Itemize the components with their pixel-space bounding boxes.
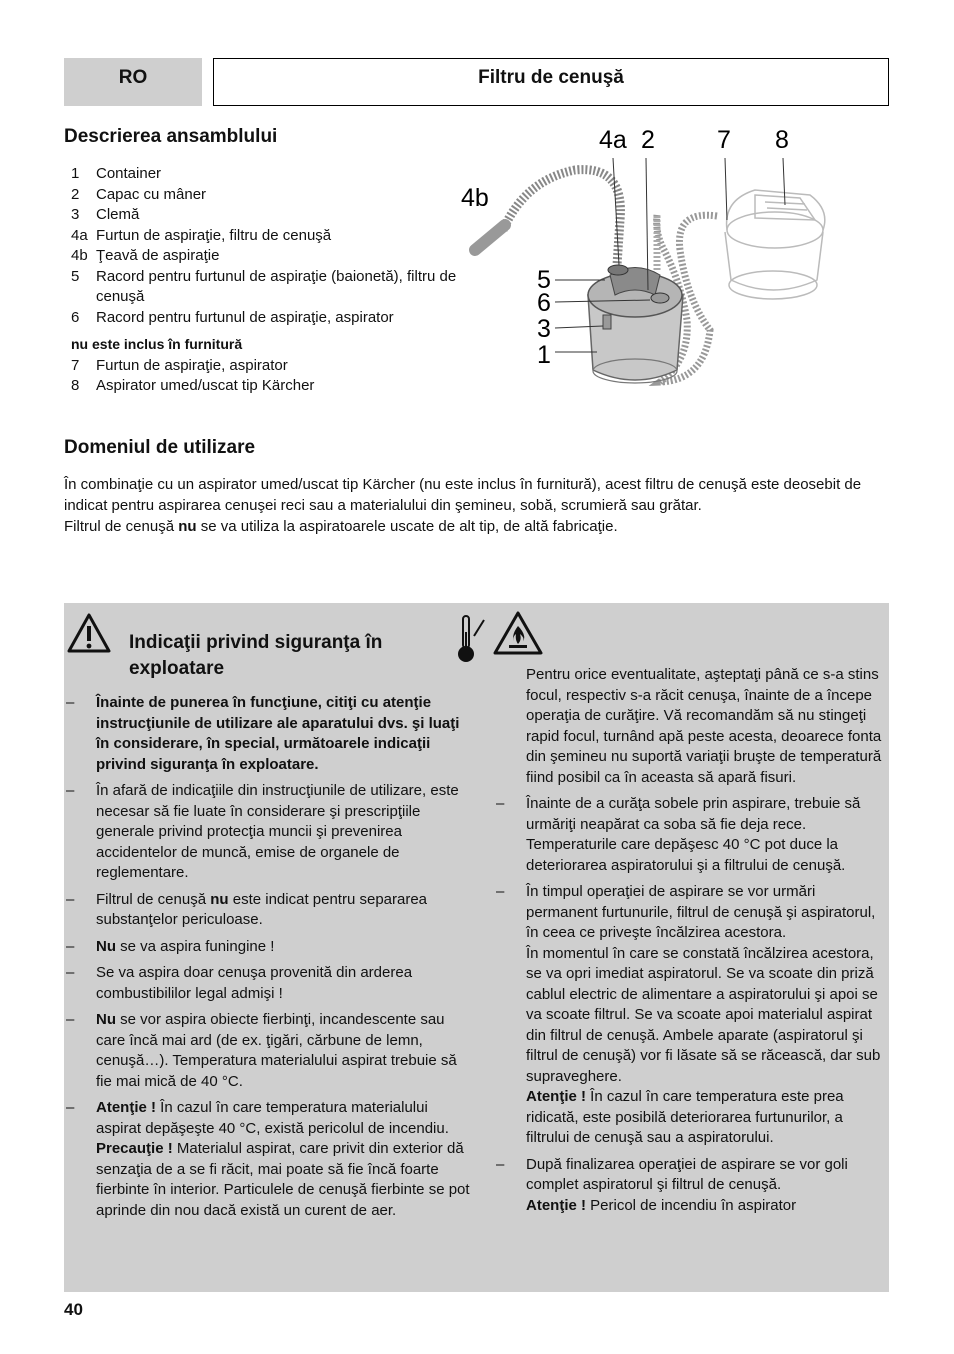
callout-7: 7 xyxy=(717,126,731,154)
list-item: 1 Container xyxy=(71,165,162,182)
list-item: 3 Clemă xyxy=(71,206,140,223)
callout-5: 5 xyxy=(537,266,551,294)
fire-hazard-icon xyxy=(492,610,544,656)
suction-pipe-drawing xyxy=(475,225,505,250)
list-item: 8 Aspirator umed/uscat tip Kärcher xyxy=(71,377,315,394)
assembly-heading: Descrierea ansamblului xyxy=(64,126,278,147)
list-item: 6 Racord pentru furtunul de aspiraţie, aspirator xyxy=(71,308,394,326)
list-item: 4a Furtun de aspiraţie, filtru de cenuşă xyxy=(71,226,332,244)
list-item: 7 Furtun de aspiraţie, aspirator xyxy=(71,356,288,374)
callout-2: 2 xyxy=(641,126,655,154)
usage-paragraph: În combinaţie cu un aspirator umed/uscat tip Kärcher (nu este inclus în furnitură), acest filtru de cenuşă este deosebit de indicat pentru aspirarea cenuşei reci sau a materialului din şemineu, sobă, scrumieră sau grătar. xyxy=(64,476,862,514)
page-number: 40 xyxy=(64,1300,83,1319)
list-item: – În timpul operaţiei de aspirare se vor urmări permanent furtunurile, filtrul de cenuşă şi aspiratorul, în ceea ce priveşte încălzirea acestora. În momentul în care se constată încălzirea acestora, se va opri imediat aspiratorul. Se va scoate din priză cablul electric de alimentare a aspiratorului şi apoi se va scoate filtrul. Se va scoate apoi materialul aspirat din filtrul de cenuşă. Ambele aparate (aspiratorul şi filtrul de cenuşă) vor fi lăsate să se răcească, dar sub supraveghere. Atenţie ! În cazul în care temperatura este prea ridicată, este posibilă deteriorarea furtunurilor, a filtrului de cenuşă sau a aspiratorului. xyxy=(496,883,881,1146)
safety-heading: Indicaţii privind siguranţa în exploatare xyxy=(129,632,383,679)
safety-right-column xyxy=(494,665,890,1222)
callout-3: 3 xyxy=(537,315,551,343)
temperature-icon xyxy=(448,612,488,664)
list-item: – Nu se vor aspira obiecte fierbinţi, incandescente sau care încă mai ard (de ex. ţigări, cărbune de lemn, cenuşă…). Temperatura materialului aspirat trebuie să fie mai mică de 40 °C. xyxy=(66,1011,457,1090)
ash-container-drawing xyxy=(588,265,683,383)
callout-4a: 4a xyxy=(599,126,627,154)
callout-6: 6 xyxy=(537,289,551,317)
page-title: Filtru de cenuşă xyxy=(478,67,624,88)
list-item: – Înainte de punerea în funcţiune, citiţi cu atenţie instrucţiunile de utilizare ale aparatului dvs. şi luaţi în considerare, în special, următoarele indicaţii privind siguranţa în exploatare. xyxy=(66,694,460,773)
list-item: – Înainte de a curăţa sobele prin aspirare, trebuie să urmăriţi neapărat ca soba să fie deja rece. Temperaturile care depăşesc 40 °C pot duce la deteriorarea aspiratorului şi a filtrului de cenuşă. xyxy=(496,795,861,874)
precaution-paragraph: Pentru orice eventualitate, aşteptaţi până ce s-a stins focul, respectiv s-a răcit cenuşa, înainte de a începe operaţia de curăţire. Vă recomandăm să nu stingeţi rapid focul, turnând apă peste acesta, deoarece fonta din şemineu nu suportă variaţii bruşte de temperatură fiind posibil ca în aceasta să apară fisuri. xyxy=(526,666,882,786)
list-item: – Se va aspira doar cenuşa provenită din arderea combustibililor legal admişi ! xyxy=(66,964,413,1002)
warning-triangle-icon xyxy=(66,612,112,654)
safety-left-column xyxy=(64,693,476,1227)
list-item: – După finalizarea operaţiei de aspirare se vor goli complet aspiratorul şi filtrul de cenuşă. Atenţie ! Pericol de incendiu în aspirator xyxy=(496,1155,848,1214)
parts-list xyxy=(64,164,464,397)
list-item: 2 Capac cu mâner xyxy=(71,185,207,203)
list-item: 5 Racord pentru furtunul de aspiraţie (baionetă), filtru de cenuşă xyxy=(71,267,457,305)
list-item: – Nu se va aspira funingine ! xyxy=(66,937,275,955)
callout-4b: 4b xyxy=(461,184,489,212)
list-item: – Atenţie ! În cazul în care temperatura materialului aspirat depăşeşte 40 °C, există pericolul de incendiu. Precauţie ! Materialul aspirat, care privit din exterior dă senzaţia de a se fi răcit, mai poate să fie încă foarte fierbinte în interior. Particulele de cenuşă fierbinte se pot aprinde din nou dacă există un curent de aer. xyxy=(66,1099,470,1219)
vacuum-cleaner-drawing xyxy=(725,190,825,299)
title-box xyxy=(213,58,889,106)
language-code: RO xyxy=(118,67,148,88)
usage-paragraph-2: Filtrul de cenuşă nu se va utiliza la aspiratoarele uscate de alt tip, de altă fabricaţie. xyxy=(64,518,618,535)
language-tab xyxy=(64,58,202,106)
list-item: – În afară de indicaţiile din instrucţiunile de utilizare, este necesar să fie luate în considerare şi prescripţiile generale privind protecţia muncii şi prevenirea accidentelor de muncă, emise de organele de reglementare. xyxy=(66,782,459,881)
suction-hose-drawing xyxy=(503,170,620,265)
callout-1: 1 xyxy=(537,341,551,369)
ash-filter-illustration xyxy=(455,120,895,410)
callout-8: 8 xyxy=(775,126,789,154)
usage-heading: Domeniul de utilizare xyxy=(64,437,256,458)
list-item: 4b Ţeavă de aspiraţie xyxy=(71,247,220,264)
not-included-label: nu este inclus în furnitură xyxy=(71,336,243,352)
usage-text xyxy=(64,474,890,537)
list-item: – Filtrul de cenuşă nu este indicat pentru separarea substanţelor periculoase. xyxy=(66,890,428,928)
